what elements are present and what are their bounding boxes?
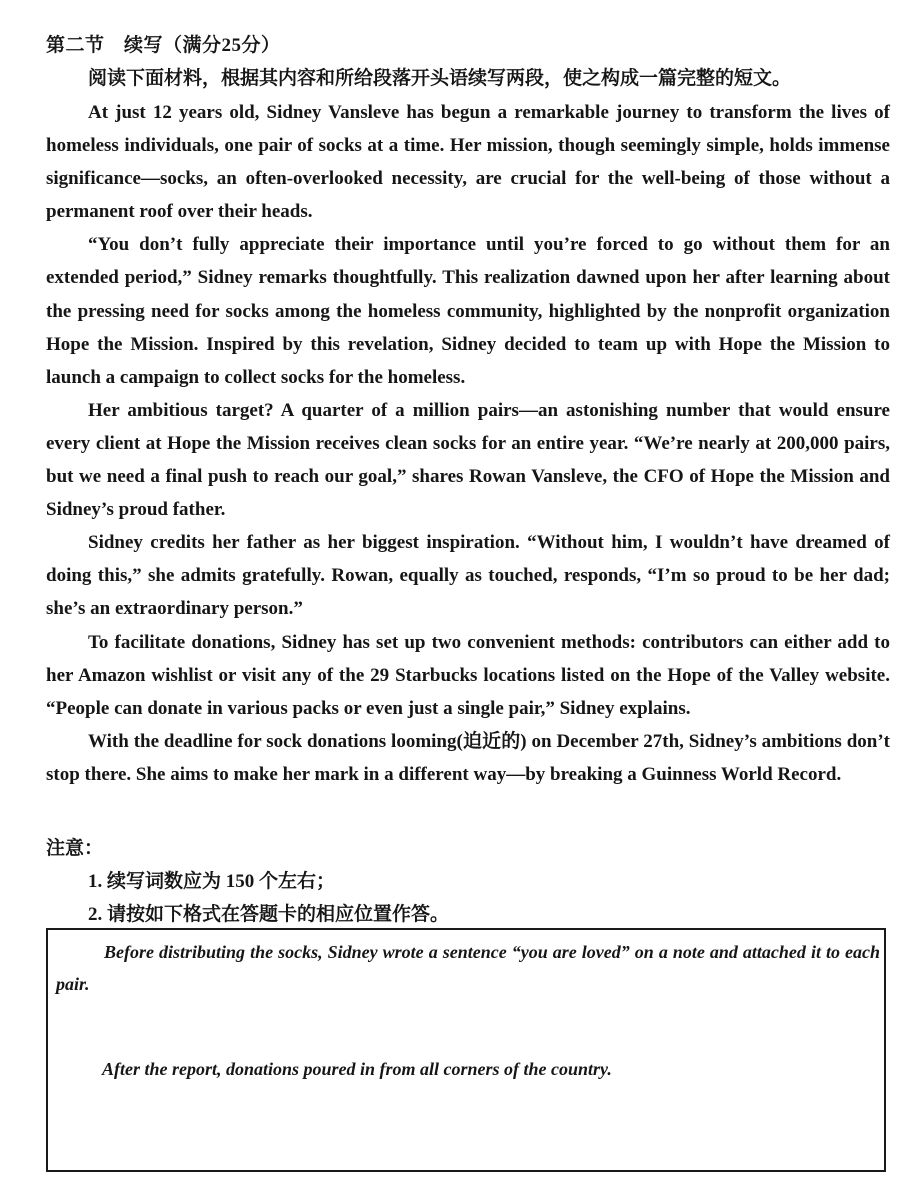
- instruction-text: 阅读下面材料，根据其内容和所给段落开头语续写两段，使之构成一篇完整的短文。: [88, 68, 792, 89]
- passage-paragraph: With the deadline for sock donations looming(迫近的) on December 27th, Sidney’s ambitions don’t stop there. She aims to make her mark in a different way—by breaking a Guinness World Record.: [46, 730, 890, 785]
- section-heading: 第二节 续写（满分25分）: [46, 35, 281, 56]
- passage-paragraph: “You don’t fully appreciate their importance until you’re forced to go without them for an extended period,” Sidney remarks thoughtfully. This realization dawned upon her after learning about the pressing need for socks among the homeless community, highlighted by the nonprofit organization Hope the Mission. Inspired by this revelation, Sidney decided to team up with Hope the Mission to launch a campaign to collect socks for the homeless.: [46, 234, 890, 388]
- reading-passage: [46, 96, 890, 791]
- passage-paragraph: Sidney credits her father as her biggest inspiration. “Without him, I wouldn’t have dreamed of doing this,” she admits gratefully. Rowan, equally as touched, responds, “I’m so proud to be her dad; she’s an extraordinary person.”: [46, 532, 890, 620]
- paragraph-1-opening: Before distributing the socks, Sidney wrote a sentence “you are loved” on a note and attached it to each pair.: [56, 942, 880, 994]
- passage-paragraph: To facilitate donations, Sidney has set up two convenient methods: contributors can either add to her Amazon wishlist or visit any of the 29 Starbucks locations listed on the Hope of the Valley website. “People can donate in various packs or even just a single pair,” Sidney explains.: [46, 631, 890, 719]
- passage-paragraph: Her ambitious target? A quarter of a million pairs—an astonishing number that would ensure every client at Hope the Mission receives clean socks for an entire year. “We’re nearly at 200,000 pairs, but we need a final push to reach our goal,” shares Rowan Vansleve, the CFO of Hope the Mission and Sidney’s proud father.: [46, 399, 890, 521]
- note-item-word-count: 1. 续写词数应为 150 个左右；: [88, 871, 336, 892]
- notes-label: 注意：: [46, 838, 104, 859]
- answer-box[interactable]: [46, 928, 886, 1172]
- paragraph-2-opening: After the report, donations poured in from all corners of the country.: [102, 1059, 612, 1079]
- passage-paragraph: At just 12 years old, Sidney Vansleve has begun a remarkable journey to transform the lives of homeless individuals, one pair of socks at a time. Her mission, though seemingly simple, holds immense significance—socks, an often-overlooked necessity, are crucial for the well-being of those without a permanent roof over their heads.: [46, 102, 890, 223]
- note-item-format: 2. 请按如下格式在答题卡的相应位置作答。: [88, 904, 450, 925]
